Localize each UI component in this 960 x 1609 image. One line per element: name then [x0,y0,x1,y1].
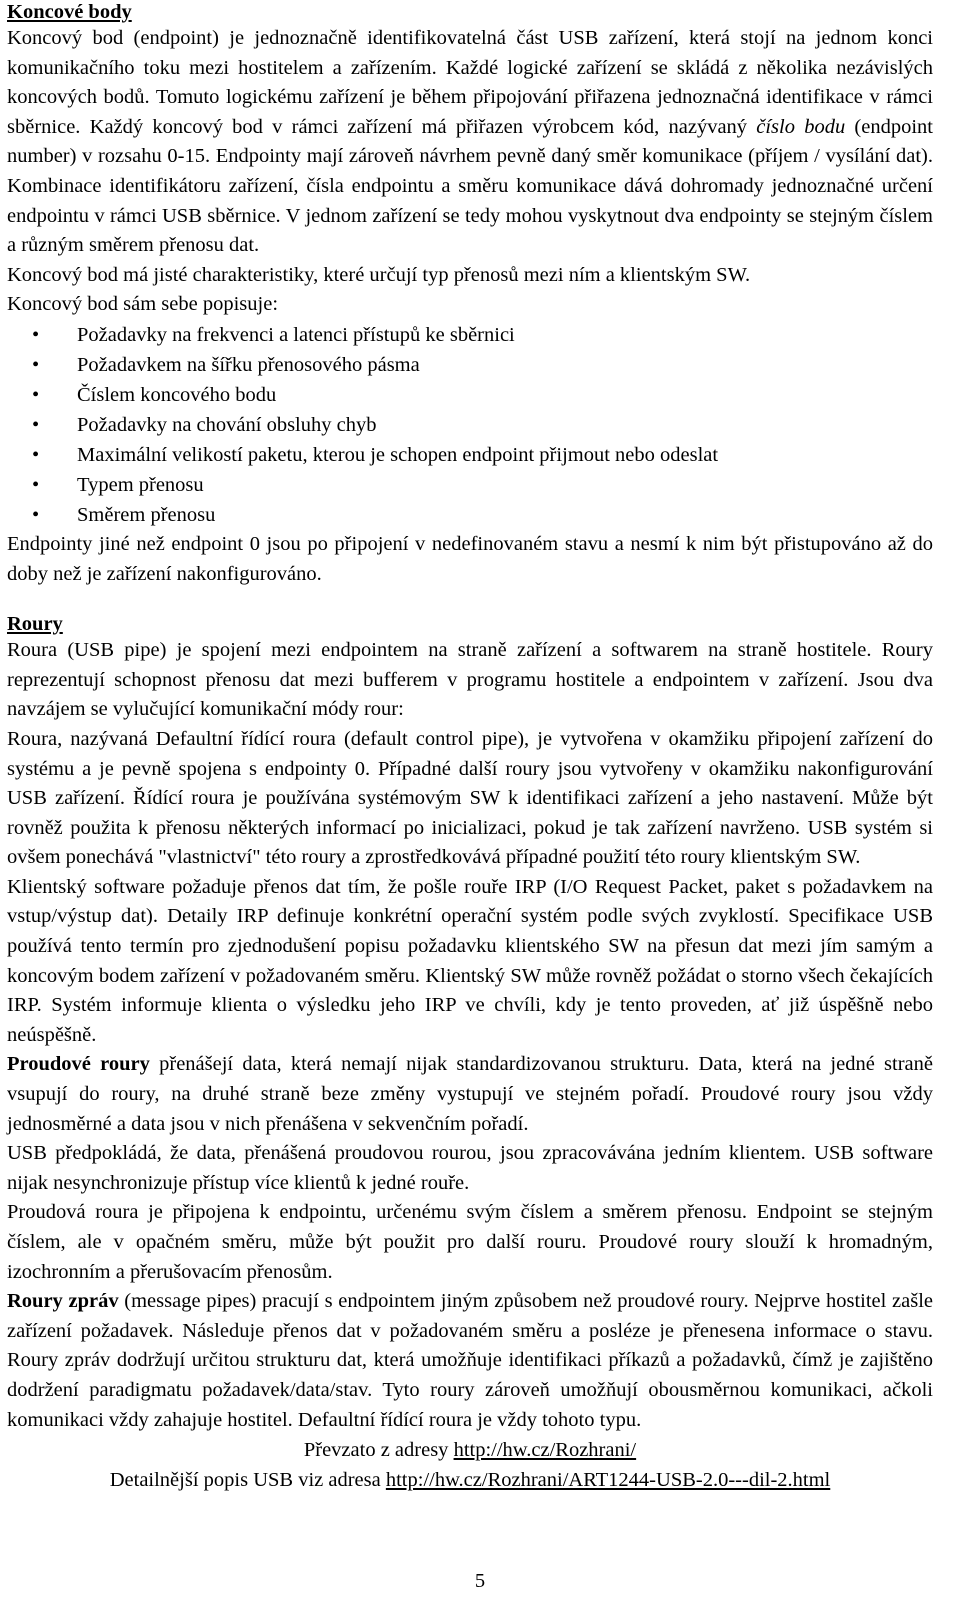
endpoint-properties-list [7,320,933,530]
bullet-icon: • [32,443,40,466]
detail-line: Detailnější popis USB viz adresa http://hw.cz/Rozhrani/ART1244-USB-2.0---dil-2.html [109,1469,831,1492]
page-number: 5 [474,1570,486,1592]
paragraph-endpoint-state: Endpointy jiné než endpoint 0 jsou po připojení v nedefinovaném stavu a nesmí k nim být přistupováno až do doby než je zařízení nakonfigurováno. [7,532,933,585]
bullet-icon: • [32,323,40,346]
italic-term: číslo bodu [756,115,846,138]
bold-term: Roury zpráv [7,1290,119,1313]
list-item: • Požadavky na frekvenci a latenci přístupů ke sběrnici [7,320,933,350]
source-link[interactable]: http://hw.cz/Rozhrani/ [453,1439,637,1462]
list-item: • Směrem přenosu [7,500,933,530]
paragraph-irp: Klientský software požaduje přenos dat tím, že pošle rouře IRP (I/O Request Packet, paket s požadavkem na vstup/výstup dat). Detaily IRP definuje konkrétní operační systém podle svých zvyklostí. Specifikace USB používá tento termín pro zjednodušení popisu požadavku klientského SW na přesun dat mezi jím samým a koncovým bodem zařízení v požadovaném směru. Klientský SW může rovněž požádat o storno všech čekajících IRP. Systém informuje klienta o výsledku jeho IRP ve chvíli, kdy je tento proveden, ať již úspěšně nebo neúspěšně. [7,875,933,1046]
bullet-icon: • [32,473,40,496]
text-run: (endpoint number) v rozsahu 0-15. Endpointy mají zároveň návrhem pevně daný směr komunikace (příjem / vysílání dat). Kombinace identifikátoru zařízení, čísla endpointu a směru komunikace dává dohromady jednoznačné určení endpointu v rámci USB sběrnice. V jednom zařízení se tedy mohou vyskytnout dva endpointy se stejným číslem a různým směrem přenosu dat. [7,115,933,257]
paragraph-message-pipes: Roury zpráv (message pipes) pracují s endpointem jiným způsobem než proudové roury. Nejprve hostitel zašle zařízení požadavek. Následuje přenos dat v požadovaném směru a posléze je přenesena informace o stavu. Roury zpráv dodržují určitou strukturu dat, která umožňuje identifikaci příkazů a požadavků, čímž je zajištěno dodržení paradigmatu požadavek/data/stav. Tyto roury zároveň umožňují obousměrnou komunikaci, ačkoli komunikaci vždy zahajuje hostitel. Defaultní řídící roura je vždy tohoto typu. [7,1290,933,1431]
section-gap [7,589,933,612]
list-item: • Typem přenosu [7,470,933,500]
bullet-icon: • [32,413,40,436]
paragraph-endpoint-definition [7,24,933,261]
bold-term: Proudové roury [7,1053,150,1076]
paragraph-stream-pipes: Proudové roury přenášejí data, která nemají nijak standardizovanou strukturu. Data, která na jedné straně vsupují do roury, na druhé straně beze změny vystupují ve stejném pořadí. Proudové roury jsou vždy jednosměrné a data jsou v nich přenášena v sekvenčním pořadí. [7,1053,933,1135]
list-item: • Požadavky na chování obsluhy chyb [7,410,933,440]
detail-link[interactable]: http://hw.cz/Rozhrani/ART1244-USB-2.0---dil-2.html [385,1469,831,1492]
bullet-icon: • [32,503,40,526]
paragraph-endpoint-characteristics: Koncový bod má jisté charakteristiky, které určují typ přenosů mezi ním a klientským SW. [7,263,751,286]
bullet-icon: • [32,383,40,406]
bullet-icon: • [32,353,40,376]
text-run: Koncový bod (endpoint) je jednoznačně identifikovatelná část USB zařízení, která stojí na jednom konci komunikačního toku mezi hostitelem a zařízením. Každé logické zařízení se skládá z několika nezávislých koncových bodů. Tomuto logickému zařízení je během připojování přiřazena jednoznačná identifikace v rámci sběrnice. Každý koncový bod v rámci zařízení má přiřazen výrobcem kód, nazývaný [7,27,933,138]
list-item: • Požadavkem na šířku přenosového pásma [7,350,933,380]
paragraph-default-control-pipe: Roura, nazývaná Defaultní řídící roura (default control pipe), je vytvořena v okamžiku připojení zařízení do systému a je pevně spojena s endpointy 0. Případné další roury jsou vytvořeny v okamžiku nakonfigurování USB zařízení. Řídící roura je používána systémovým SW k identifikaci zařízení a jeho nastavení. Může být rovněž použita k přenosu některých informací po inicializaci, pokud je tak zařízení navrženo. USB systém si ovšem ponechává "vlastnictví" této roury a zprostředkovává případné použití této roury klientským SW. [7,727,933,869]
paragraph-stream-clients: USB předpokládá, že data, přenášená proudovou rourou, jsou zpracovávána jedním klientem. USB software nijak nesynchronizuje přístup více klientů k jedné rouře. [7,1142,933,1194]
source-line: Převzato z adresy http://hw.cz/Rozhrani/ [303,1439,637,1462]
document-page [7,0,933,1495]
section-heading-endpoints: Koncové body [7,1,132,23]
list-item: • Číslem koncového bodu [7,380,933,410]
paragraph-endpoint-describes: Koncový bod sám sebe popisuje: [7,293,279,316]
paragraph-stream-endpoint: Proudová roura je připojena k endpointu, určenému svým číslem a směrem přenosu. Endpoint se stejným číslem, ale v opačném směru, může být použit pro další rouru. Proudové roury slouží k hromadným, izochronním a přerušovacím přenosům. [7,1201,933,1283]
list-item: • Maximální velikostí paketu, kterou je schopen endpoint přijmout nebo odeslat [7,440,933,470]
section-heading-pipes: Roury [7,613,63,636]
paragraph-pipe-definition: Roura (USB pipe) je spojení mezi endpointem na straně zařízení a softwarem na straně hostitele. Roury reprezentují schopnost přenosu dat mezi bufferem v programu hostitele a endpointem v zařízení. Jsou dva navzájem se vylučující komunikační módy rour: [7,639,933,721]
